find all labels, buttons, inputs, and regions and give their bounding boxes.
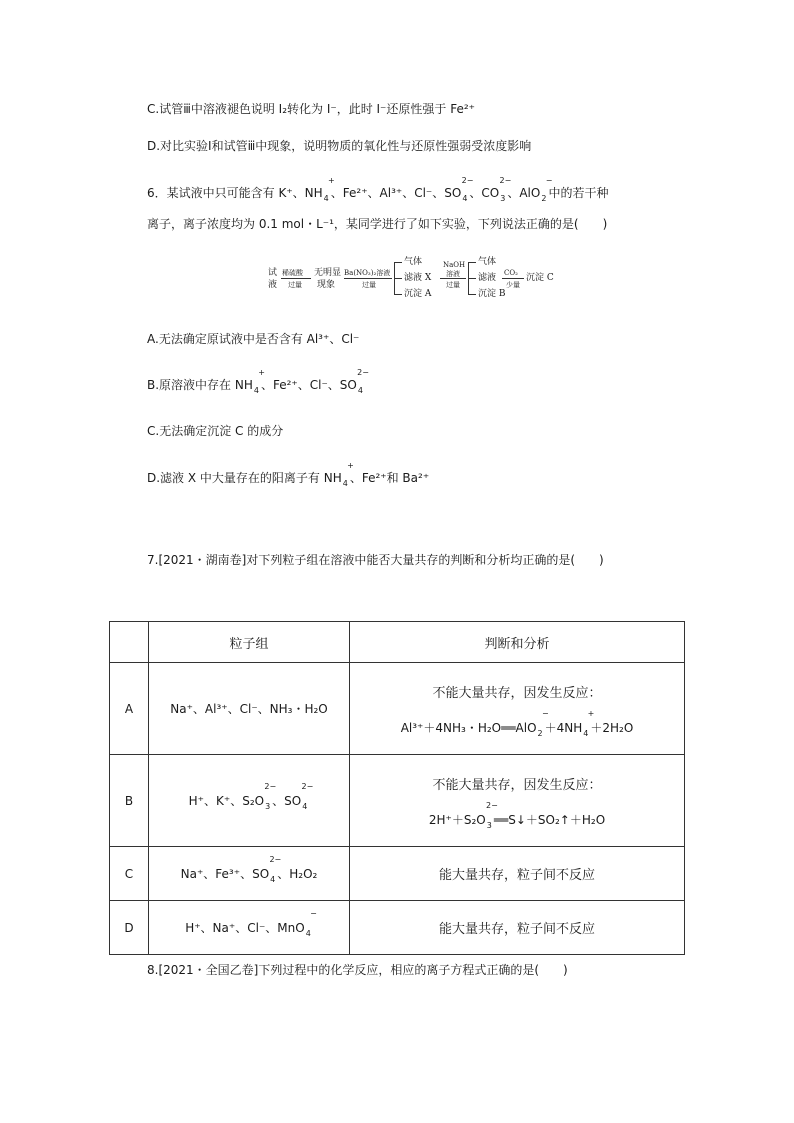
question-7-text: 7.[2021・湖南卷]对下列粒子组在溶液中能否大量共存的判断和分析均正确的是( ) xyxy=(147,553,604,567)
co3-ion: $_3$ 2− xyxy=(499,176,512,203)
table-header-empty xyxy=(110,622,149,663)
flow-step4-reagent: CO₂ xyxy=(504,269,518,277)
question-6-line-1: 6．某试液中只可能含有 K⁺、$NH_4$ + 、Fe²⁺、Al³⁺、Cl⁻、$SO_4$ 2− 、$CO_3$ 2− 、AlO$_2$ − 中的若干种 xyxy=(147,176,609,203)
table-row-d: D H⁺、Na⁺、Cl⁻、MnO$_4$ − 能大量共存，粒子间不反应 xyxy=(110,901,685,955)
flow-precipitate-a: 沉淀 A xyxy=(404,289,432,299)
flow-step1-reagent: 稀硫酸 xyxy=(282,269,303,277)
flow-arrow-1 xyxy=(281,278,311,279)
alo2-ion: $_2$ − xyxy=(541,176,553,203)
option-c-text: C.试管ⅲ中溶液褪色说明 I₂转化为 I⁻，此时 I⁻还原性强于 Fe²⁺ xyxy=(147,102,475,116)
option-d-text: D.对比实验Ⅰ和试管ⅲ中现象，说明物质的氧化性与还原性强弱受浓度影响 xyxy=(147,139,532,153)
flow-arrow-4 xyxy=(502,278,524,279)
flow-step1-amount: 过量 xyxy=(288,281,302,289)
flow-gas-2: 气体 xyxy=(478,257,497,267)
flow-arrow-3 xyxy=(440,278,466,279)
flow-step3-reagent-1: NaOH xyxy=(443,261,466,269)
table-header-analysis: 判断和分析 xyxy=(350,622,685,663)
q6-option-d: D.滤液 X 中大量存在的阳离子有 $NH_4$ + 、Fe²⁺和 Ba²⁺ xyxy=(147,461,430,488)
q6-option-a: A.无法确定原试液中是否含有 Al³⁺、Cl⁻ xyxy=(147,332,360,346)
flow-gas-1: 气体 xyxy=(404,257,423,267)
flow-start-1: 试 xyxy=(268,268,278,278)
flow-precipitate-b: 沉淀 B xyxy=(478,289,506,299)
q6-option-c: C.无法确定沉淀 C 的成分 xyxy=(147,424,284,438)
flow-step2-amount: 过量 xyxy=(362,281,376,289)
question-6-line-2: 离子，离子浓度均为 0.1 mol・L⁻¹，某同学进行了如下实验，下列说法正确的是( ) xyxy=(147,217,608,231)
experiment-flow-diagram xyxy=(268,258,568,304)
flow-start-2: 液 xyxy=(268,280,278,290)
flow-filtrate: 滤液 xyxy=(478,273,497,283)
table-row-b: B H⁺、K⁺、$S_2O_3$ 2− 、$SO_4$ 2− 不能大量共存，因发生反应： $2H^++S_2O_3$ 2− ══S↓＋SO₂↑＋H₂O xyxy=(110,755,685,847)
flow-step2-reagent: Ba(NO₃)₂溶液 xyxy=(344,269,391,277)
q6-option-b: B.原溶液中存在 $NH_4$ + 、Fe²⁺、Cl⁻、$SO_4$ 2− xyxy=(147,368,369,395)
so4-ion: $_4$ 2− xyxy=(461,176,474,203)
question-8-text: 8.[2021・全国乙卷]下列过程中的化学反应，相应的离子方程式正确的是( ) xyxy=(147,963,568,977)
flow-step3-reagent-2: 溶液 xyxy=(446,270,460,278)
nh4-ion: $_4$ + xyxy=(323,176,335,203)
flow-observation-1: 无明显 xyxy=(314,268,342,278)
flow-filtrate-x: 滤液 X xyxy=(404,273,432,283)
table-header-particles: 粒子组 xyxy=(149,622,350,663)
flow-step4-amount: 少量 xyxy=(506,281,520,289)
q7-table xyxy=(109,621,685,955)
table-row-c: C Na⁺、Fe³⁺、$SO_4$ 2− 、H₂O₂ 能大量共存，粒子间不反应 xyxy=(110,847,685,901)
flow-precipitate-c: 沉淀 C xyxy=(526,273,554,283)
flow-step3-amount: 过量 xyxy=(446,281,460,289)
flow-observation-2: 现象 xyxy=(317,280,336,290)
table-header-row xyxy=(110,622,685,663)
table-row-a: A Na⁺、Al³⁺、Cl⁻、NH₃・H₂O 不能大量共存，因发生反应： Al³⁺＋4NH₃・H₂O══AlO$_2$ − $+4NH_4$ + ＋2H₂O xyxy=(110,663,685,755)
flow-arrow-2 xyxy=(344,278,392,279)
